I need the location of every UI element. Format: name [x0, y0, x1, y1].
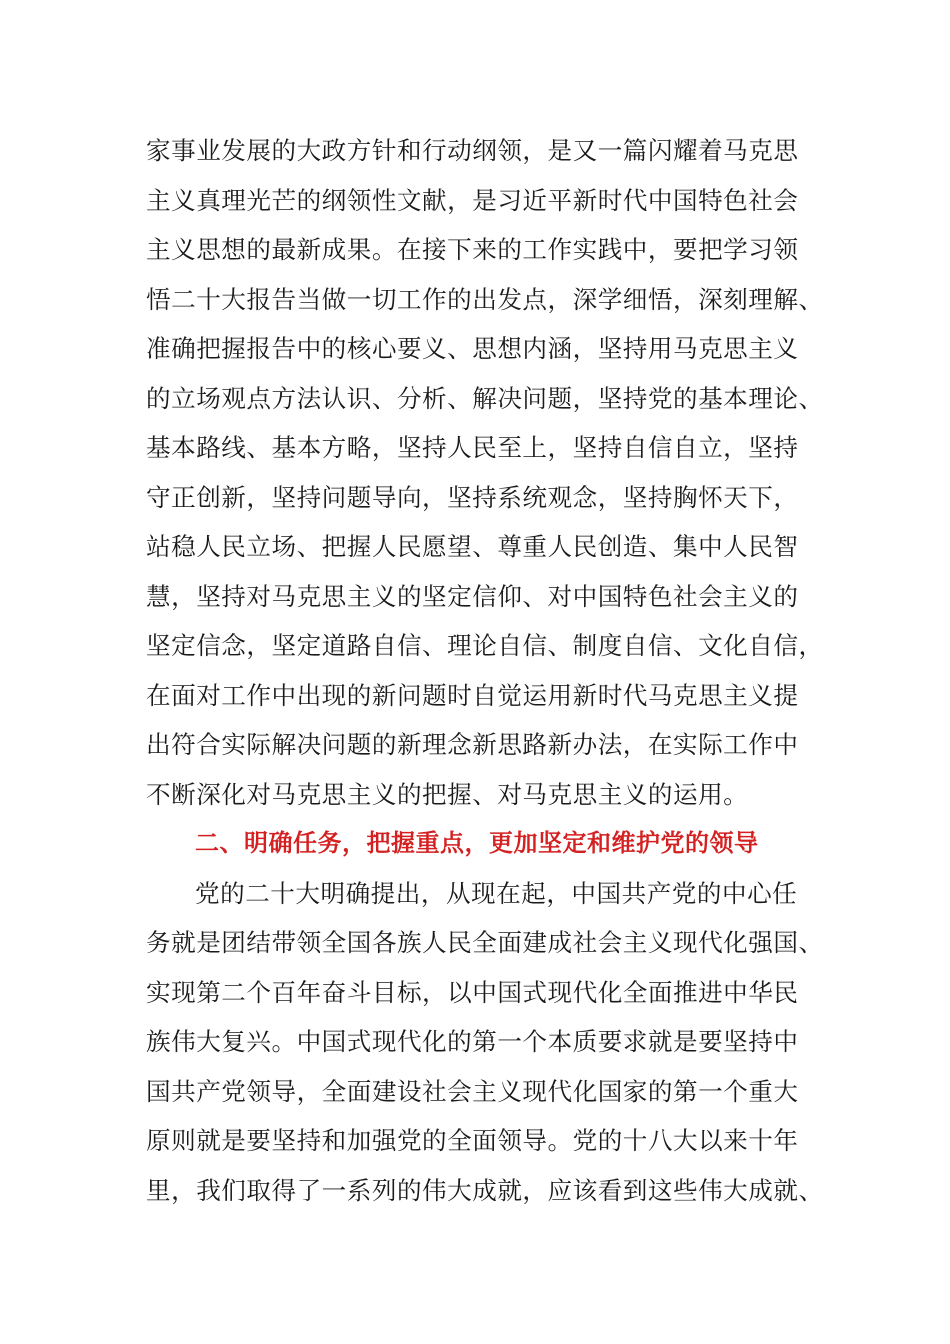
text-line: 原则就是要坚持和加强党的全面领导。党的十八大以来十年 — [146, 1126, 799, 1155]
text-line: 主义真理光芒的纲领性文献，是习近平新时代中国特色社会 — [146, 185, 799, 215]
text-line: 在面对工作中出现的新问题时自觉运用新时代马克思主义提 — [146, 680, 799, 710]
text-line: 守正创新，坚持问题导向，坚持系统观念，坚持胸怀天下， — [146, 482, 799, 512]
paragraph — [146, 869, 824, 1216]
text-line: 里，我们取得了一系列的伟大成就，应该看到这些伟大成就、 — [146, 1175, 824, 1205]
text-line: 悟二十大报告当做一切工作的出发点，深学细悟，深刻理解、 — [146, 284, 824, 314]
text-line: 国共产党领导，全面建设社会主义现代化国家的第一个重大 — [146, 1076, 799, 1106]
text-line: 的立场观点方法认识、分析、解决问题，坚持党的基本理论、 — [146, 383, 824, 413]
text-line: 主义思想的最新成果。在接下来的工作实践中，要把学习领 — [146, 235, 799, 264]
section-heading: 二、明确任务，把握重点，更加坚定和维护党的领导 — [195, 829, 759, 857]
text-line: 不断深化对马克思主义的把握、对马克思主义的运用。 — [146, 779, 749, 809]
text-line: 出符合实际解决问题的新理念新思路新办法，在实际工作中 — [146, 730, 799, 759]
text-line: 党的二十大明确提出，从现在起，中国共产党的中心任 — [195, 878, 798, 908]
text-line: 站稳人民立场、把握人民愿望、尊重人民创造、集中人民智 — [146, 532, 799, 561]
text-line: 务就是团结带领全国各族人民全面建成社会主义现代化强国、 — [146, 928, 824, 957]
text-line: 家事业发展的大政方针和行动纲领，是又一篇闪耀着马克思 — [146, 136, 799, 165]
text-line: 慧，坚持对马克思主义的坚定信仰、对中国特色社会主义的 — [146, 581, 799, 611]
text-line: 族伟大复兴。中国式现代化的第一个本质要求就是要坚持中 — [146, 1027, 799, 1056]
text-line: 基本路线、基本方略，坚持人民至上，坚持自信自立，坚持 — [146, 433, 799, 462]
text-line: 准确把握报告中的核心要义、思想内涵，坚持用马克思主义 — [146, 334, 799, 363]
text-line: 实现第二个百年奋斗目标，以中国式现代化全面推进中华民 — [146, 977, 799, 1007]
paragraph — [146, 126, 824, 819]
document-body — [146, 126, 824, 1215]
text-line: 坚定信念，坚定道路自信、理论自信、制度自信、文化自信， — [146, 631, 824, 660]
